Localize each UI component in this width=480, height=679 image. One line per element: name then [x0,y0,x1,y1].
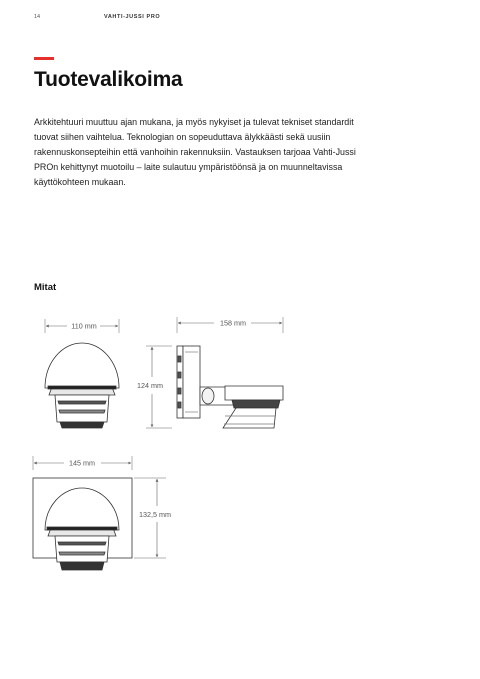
dimension-label-plate-height: 132,5 mm [139,510,171,519]
dimension-label-plate-width: 145 mm [69,458,95,468]
intro-line: tuovat siihen vaihtelua. Teknologian on sopeuduttava älykkäästi sekä uusiin [34,132,331,142]
running-header: VAHTI-JUSSI PRO [104,14,161,20]
front-view-drawing [45,319,119,428]
intro-line: käyttökohteen mukaan. [34,177,126,187]
page-title: Tuotevalikoima [34,68,183,91]
intro-line: Arkkitehtuuri muuttuu ajan mukana, ja myös nykyiset ja tulevat tekniset standardit [34,117,354,127]
intro-line: rakennuskonsepteihin että vanhoihin rakennuksiin. Vastauksen tarjoaa Vahti-Jussi [34,147,356,157]
page-number: 14 [34,14,41,20]
side-view-drawing [146,317,283,428]
dimension-label-side-depth: 158 mm [220,318,246,328]
section-title-dimensions: Mitat [34,282,57,293]
intro-line: PROn kehittynyt muotoilu – laite sulautuu ympäristöönsä ja on muunneltavissa [34,162,343,172]
dimension-label-side-height: 124 mm [137,381,163,390]
dimension-label-front-width: 110 mm [71,321,97,331]
